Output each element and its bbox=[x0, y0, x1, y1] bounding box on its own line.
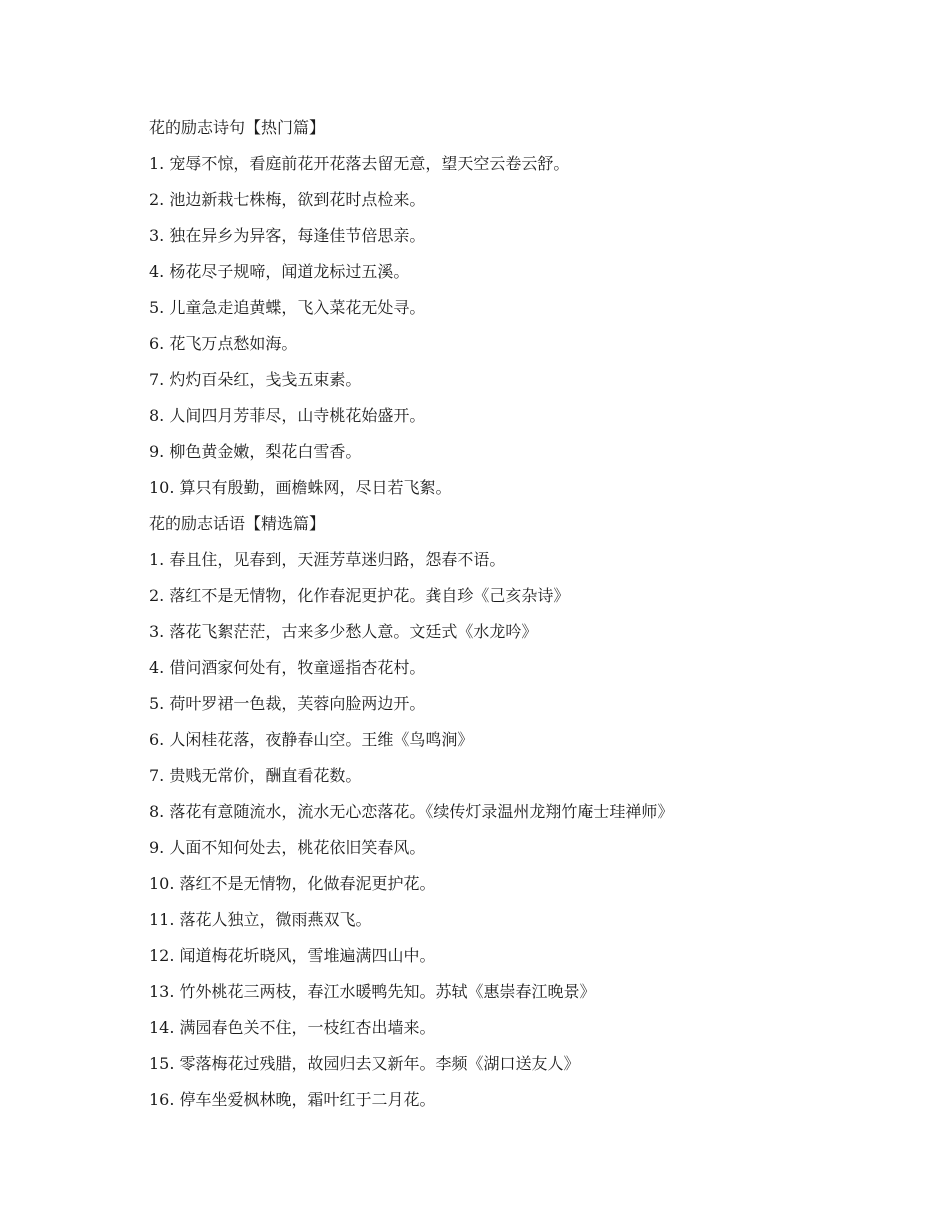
list-item: 9. 柳色黄金嫩，梨花白雪香。 bbox=[149, 442, 362, 461]
list-item: 9. 人面不知何处去，桃花依旧笑春风。 bbox=[149, 838, 426, 857]
section-heading: 花的励志话语【精选篇】 bbox=[149, 514, 326, 533]
list-item: 5. 荷叶罗裙一色裁，芙蓉向脸两边开。 bbox=[149, 694, 426, 713]
list-item: 4. 借问酒家何处有，牧童遥指杏花村。 bbox=[149, 658, 426, 677]
list-item: 2. 落红不是无情物，化作春泥更护花。龚自珍《己亥杂诗》 bbox=[149, 586, 570, 605]
list-item: 1. 春且住，见春到，天涯芳草迷归路，怨春不语。 bbox=[149, 550, 506, 569]
list-item: 7. 贵贱无常价，酬直看花数。 bbox=[149, 766, 362, 785]
list-item: 10. 落红不是无情物，化做春泥更护花。 bbox=[149, 874, 436, 893]
list-item: 14. 满园春色关不住，一枝红杏出墙来。 bbox=[149, 1018, 436, 1037]
list-item: 3. 独在异乡为异客，每逢佳节倍思亲。 bbox=[149, 226, 426, 245]
list-item: 6. 花飞万点愁如海。 bbox=[149, 334, 298, 353]
list-item: 6. 人闲桂花落，夜静春山空。王维《鸟鸣涧》 bbox=[149, 730, 474, 749]
list-item: 13. 竹外桃花三两枝，春江水暖鸭先知。苏轼《惠崇春江晚景》 bbox=[149, 982, 596, 1001]
list-item: 8. 落花有意随流水，流水无心恋落花。《续传灯录温州龙翔竹庵士珪禅师》 bbox=[149, 802, 674, 821]
list-item: 10. 算只有殷勤，画檐蛛网，尽日若飞絮。 bbox=[149, 478, 452, 497]
list-item: 5. 儿童急走追黄蝶，飞入菜花无处寻。 bbox=[149, 298, 426, 317]
list-item: 4. 杨花尽子规啼，闻道龙标过五溪。 bbox=[149, 262, 410, 281]
list-item: 12. 闻道梅花圻晓风，雪堆遍满四山中。 bbox=[149, 946, 436, 965]
list-item: 8. 人间四月芳菲尽，山寺桃花始盛开。 bbox=[149, 406, 426, 425]
list-item: 1. 宠辱不惊，看庭前花开花落去留无意，望天空云卷云舒。 bbox=[149, 154, 570, 173]
section-poems bbox=[149, 110, 849, 506]
list-item: 3. 落花飞絮茫茫，古来多少愁人意。文廷式《水龙吟》 bbox=[149, 622, 538, 641]
list-item: 11. 落花人独立，微雨燕双飞。 bbox=[149, 910, 372, 929]
list-item: 16. 停车坐爱枫林晚，霜叶红于二月花。 bbox=[149, 1090, 436, 1109]
list-item: 15. 零落梅花过残腊，故园归去又新年。李频《湖口送友人》 bbox=[149, 1054, 580, 1073]
list-item: 2. 池边新栽七株梅，欲到花时点检来。 bbox=[149, 190, 426, 209]
section-heading: 花的励志诗句【热门篇】 bbox=[149, 118, 326, 137]
section-quotes bbox=[149, 506, 849, 1118]
list-item: 7. 灼灼百朵红，戋戋五束素。 bbox=[149, 370, 362, 389]
document-body bbox=[149, 110, 849, 1118]
